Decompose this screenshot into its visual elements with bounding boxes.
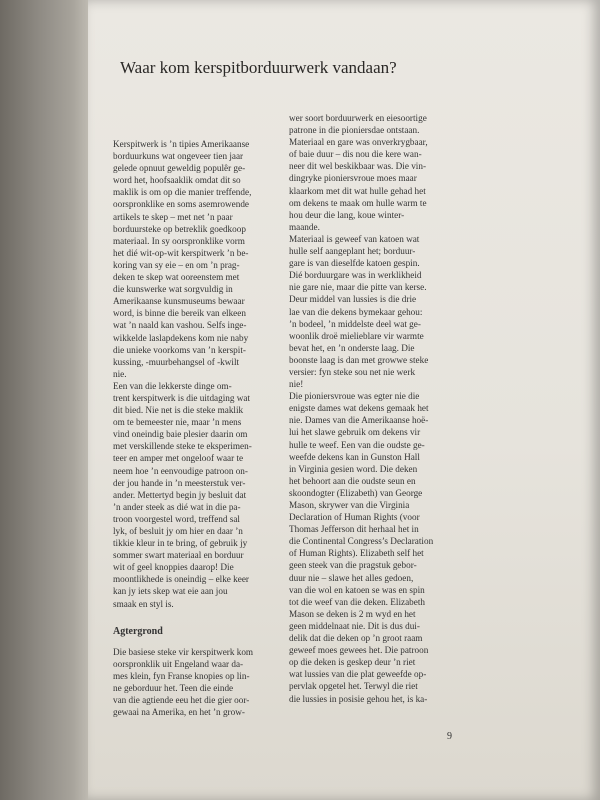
- text-line: sommer swart materiaal en borduur: [113, 550, 244, 561]
- text-line: kan jy iets skep wat eie aan jou: [113, 586, 228, 597]
- text-line: die lussies in posisie gehou het, is ka-: [289, 693, 428, 704]
- text-line: nie gare nie, maar die pitte van kerse.: [289, 282, 427, 293]
- text-line: klaarkom met dit wat hulle gehad het: [289, 185, 426, 196]
- text-line: wit of geel knoppies daarop! Die: [113, 562, 234, 573]
- text-line: die unieke voorkoms van ’n kerspit-: [113, 344, 246, 355]
- text-line: tot die weef van die deken. Elizabeth: [289, 596, 425, 607]
- text-line: ne geborduur het. Teen die einde: [113, 683, 234, 694]
- text-line: hulle self aangeplant het; borduur-: [289, 246, 416, 257]
- text-line: nie. Dames van die Amerikaanse hoë-: [289, 415, 429, 426]
- text-line: bevat het, en ’n onderste laag. Die: [289, 342, 415, 353]
- text-line: troon voorgestel word, treffend sal: [113, 513, 240, 524]
- text-line: word, is binne die bereik van elkeen: [113, 308, 246, 319]
- text-line: maklik is om op die manier treffende,: [113, 187, 252, 198]
- book-spine: [0, 0, 96, 800]
- text-line: hulle te weef. Een van die oudste ge-: [289, 439, 425, 450]
- text-line: met verskillende steke te eksperimen-: [113, 441, 252, 452]
- text-line: oorspronklik uit Engeland waar da-: [113, 658, 244, 669]
- text-line: van die agtiende eeu het die gier oor-: [113, 695, 250, 706]
- text-line: lyk, of besluit jy om hier en daar ’n: [113, 526, 243, 536]
- text-line: word het, hoofsaaklik omdat dit so: [113, 175, 241, 186]
- text-line: woonlik droë mielieblare vir warmte: [289, 330, 424, 341]
- text-line: oorspronklike en soms asemrowende: [113, 199, 249, 210]
- text-line: skoondogter (Elizabeth) van George: [289, 487, 423, 498]
- text-line: op die deken is geskep deur ’n riet: [289, 657, 416, 668]
- text-line: Dié borduurgare was in werklikheid: [289, 270, 422, 281]
- text-line: ander. Mettertyd begin jy besluit dat: [113, 489, 247, 500]
- text-line: die kunswerke wat sorgvuldig in: [113, 284, 233, 295]
- text-line: Een van die lekkerste dinge om-: [113, 380, 232, 391]
- text-line: Mason se deken is 2 m wyd en het: [289, 608, 416, 619]
- paragraph-gap: [113, 618, 281, 626]
- text-line: om te bemeester nie, maar ’n mens: [113, 417, 242, 428]
- text-line: gewaai na Amerika, en het ’n grow-: [113, 707, 245, 718]
- text-line: pervlak opgetel het. Terwyl die riet: [289, 681, 418, 692]
- text-line: geen middelnaat nie. Dit is dus dui-: [289, 620, 420, 631]
- text-line: dit bied. Nie net is die steke maklik: [113, 405, 244, 416]
- text-line: lae van die dekens bymekaar gehou:: [289, 306, 423, 317]
- text-line: delik dat die deken op ’n groot raam: [289, 633, 423, 644]
- text-line: of Human Rights). Elizabeth self het: [289, 548, 424, 559]
- text-line: neer dit wel beskikbaar was. Die vin-: [289, 161, 427, 172]
- section-heading: Agtergrond: [113, 625, 163, 637]
- text-line: Mason, skrywer van die Virginia: [289, 500, 410, 510]
- text-line: koring van sy eie – en om ’n prag-: [113, 259, 240, 270]
- text-line: trent kerspitwerk is die uitdaging wat: [113, 392, 251, 403]
- text-line: wer soort borduurwerk en eiesoortige: [289, 113, 427, 123]
- text-line: wat lussies van die plat geweefde op-: [289, 669, 427, 680]
- text-line: om dekens te maak om hulle warm te: [289, 197, 427, 208]
- text-line: het behoort aan die oudste seun en: [289, 475, 416, 486]
- text-line: die Continental Congress’s Declaration: [289, 536, 434, 547]
- text-line: Deur middel van lussies is die drie: [289, 294, 417, 305]
- text-line: of baie duur – dis nou die kere wan-: [289, 149, 422, 160]
- text-line: wikkelde laslapdekens kom nie naby: [113, 332, 249, 343]
- text-line: borduursteke op betreklik goedkoop: [113, 223, 246, 234]
- page-title: Waar kom kerspitborduurwerk vandaan?: [120, 58, 397, 77]
- text-line: hou deur die lang, koue winter-: [289, 209, 405, 220]
- text-line: versier: fyn steke sou net nie werk: [289, 366, 416, 377]
- text-line: Materiaal is geweef van katoen wat: [289, 233, 420, 244]
- text-line: Die basiese steke vir kerspitwerk kom: [113, 646, 254, 657]
- text-line: der jou hande in ’n meesterstuk ver-: [113, 477, 246, 488]
- paragraph-gap: [113, 638, 281, 646]
- text-line: wat ’n naald kan vashou. Selfs inge-: [113, 320, 247, 331]
- text-line: neem hoe ’n eenvoudige patroon on-: [113, 465, 248, 476]
- text-line: van die wol en katoen se was en spin: [289, 584, 425, 595]
- text-line: maande.: [289, 221, 320, 232]
- text-line: dingryke pioniersvroue moes maar: [289, 173, 417, 184]
- text-line: ’n ander steek as dié wat in die pa-: [113, 501, 241, 512]
- text-line: Thomas Jefferson dit herhaal het in: [289, 524, 419, 535]
- text-line: Kerspitwerk is ’n tipies Amerikaanse: [113, 139, 250, 149]
- text-line: Die pioniersvroue was egter nie die: [289, 391, 420, 402]
- text-line: moontlikhede is oneindig – elke keer: [113, 574, 249, 585]
- text-line: geen steek van die pragstuk gebor-: [289, 560, 417, 571]
- right-text-column: [289, 112, 464, 705]
- page-number: 9: [447, 731, 452, 742]
- text-line: borduurkuns wat ongeveer tien jaar: [113, 151, 244, 162]
- text-line: gare is van dieselfde katoen gespin.: [289, 258, 420, 269]
- text-line: artikels te skep – met net ’n paar: [113, 211, 233, 222]
- text-line: geweef moes gewees het. Die patroon: [289, 645, 429, 656]
- text-line: tikkie kleur in te bring, of gebruik jy: [113, 538, 248, 549]
- text-line: patrone in die pioniersdae ontstaan.: [289, 125, 420, 136]
- text-line: boonste laag is dan met growwe steke: [289, 354, 429, 365]
- text-line: Amerikaanse kunsmuseums bewaar: [113, 296, 245, 307]
- text-line: gelede opnuut geweldig populêr ge-: [113, 163, 246, 174]
- text-line: vind oneindig baie plesier daarin om: [113, 429, 248, 440]
- text-line: teer en amper met ongeloof waar te: [113, 453, 244, 464]
- left-text-column: [113, 138, 281, 718]
- text-line: enigste dames wat dekens gemaak het: [289, 403, 429, 414]
- text-line: mes klein, fyn Franse knopies op lin-: [113, 670, 250, 681]
- text-line: smaak en styl is.: [113, 598, 174, 609]
- text-line: weefde dekens kan in Gunston Hall: [289, 451, 420, 462]
- text-line: in Virginia gesien word. Die deken: [289, 463, 418, 474]
- text-line: lui het slawe gebruik om dekens vir: [289, 427, 421, 438]
- text-line: het dié wit-op-wit kerspitwerk ’n be-: [113, 247, 249, 258]
- text-line: nie.: [113, 368, 127, 379]
- text-line: ’n bodeel, ’n middelste deel wat ge-: [289, 318, 421, 329]
- text-line: duur nie – slawe het alles gedoen,: [289, 572, 414, 583]
- text-line: Materiaal en gare was onverkrygbaar,: [289, 137, 428, 148]
- text-line: Declaration of Human Rights (voor: [289, 512, 420, 523]
- text-line: kussing, -muurbehangsel of -kwilt: [113, 356, 240, 367]
- text-line: deken te skep wat ooreenstem met: [113, 272, 240, 283]
- paragraph-gap: [113, 610, 281, 618]
- text-line: nie!: [289, 379, 304, 390]
- text-line: materiaal. In sy oorspronklike vorm: [113, 235, 245, 246]
